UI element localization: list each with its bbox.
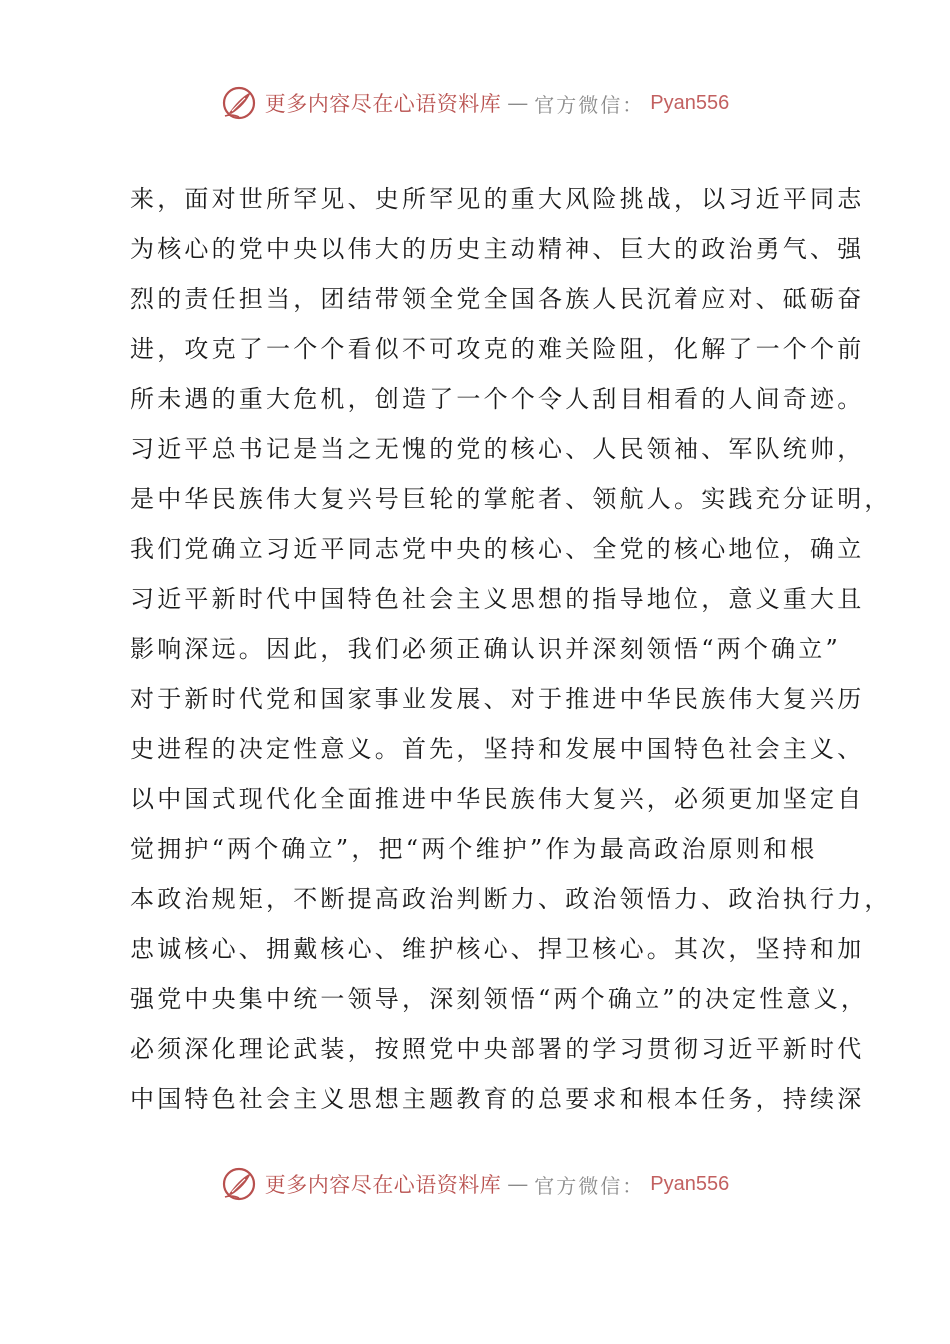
banner-main-text: 更多内容尽在心语资料库 [264, 1173, 502, 1197]
body-line: 以中国式现代化全面推进中华民族伟大复兴，必须更加坚定自 [130, 785, 865, 813]
body-line: 来，面对世所罕见、史所罕见的重大风险挑战，以习近平同志 [130, 185, 865, 213]
body-line: 影响深远。因此，我们必须正确认识并深刻领悟“两个确立” [130, 635, 841, 663]
body-line: 史进程的决定性意义。首先，坚持和发展中国特色社会主义、 [130, 735, 865, 763]
banner-wechat-id: Pyan556 [650, 1172, 730, 1195]
body-line: 觉拥护“两个确立”，把“两个维护”作为最高政治原则和根 [130, 835, 818, 863]
banner-dash: — [507, 91, 529, 115]
body-line: 习近平新时代中国特色社会主义思想的指导地位，意义重大且 [130, 585, 865, 613]
banner-wechat-id: Pyan556 [650, 91, 730, 114]
body-line: 忠诚核心、拥戴核心、维护核心、捍卫核心。其次，坚持和加 [130, 935, 865, 963]
banner-wechat-label: 官方微信： [534, 92, 645, 117]
body-line: 为核心的党中央以伟大的历史主动精神、巨大的政治勇气、强 [130, 235, 865, 263]
header-banner [0, 83, 950, 123]
footer-banner [0, 1164, 950, 1204]
body-line: 所未遇的重大危机，创造了一个个令人刮目相看的人间奇迹。 [130, 385, 865, 413]
body-line: 习近平总书记是当之无愧的党的核心、人民领袖、军队统帅， [130, 435, 865, 463]
body-line: 是中华民族伟大复兴号巨轮的掌舵者、领航人。实践充分证明， [130, 485, 892, 513]
banner-main-text: 更多内容尽在心语资料库 [264, 92, 502, 116]
pen-logo-icon [221, 1166, 257, 1202]
body-line: 进，攻克了一个个看似不可攻克的难关险阻，化解了一个个前 [130, 335, 865, 363]
pen-logo-icon [221, 85, 257, 121]
body-line: 烈的责任担当，团结带领全党全国各族人民沉着应对、砥砺奋 [130, 285, 865, 313]
banner-wechat-label: 官方微信： [534, 1173, 645, 1198]
body-line: 本政治规矩，不断提高政治判断力、政治领悟力、政治执行力， [130, 885, 892, 913]
banner-dash: — [507, 1172, 529, 1196]
body-line: 中国特色社会主义思想主题教育的总要求和根本任务，持续深 [130, 1085, 865, 1113]
document-body [130, 174, 892, 1124]
body-line: 对于新时代党和国家事业发展、对于推进中华民族伟大复兴历 [130, 685, 865, 713]
body-line: 强党中央集中统一领导，深刻领悟“两个确立”的决定性意义， [130, 985, 869, 1013]
body-line: 必须深化理论武装，按照党中央部署的学习贯彻习近平新时代 [130, 1035, 865, 1063]
body-line: 我们党确立习近平同志党中央的核心、全党的核心地位，确立 [130, 535, 865, 563]
